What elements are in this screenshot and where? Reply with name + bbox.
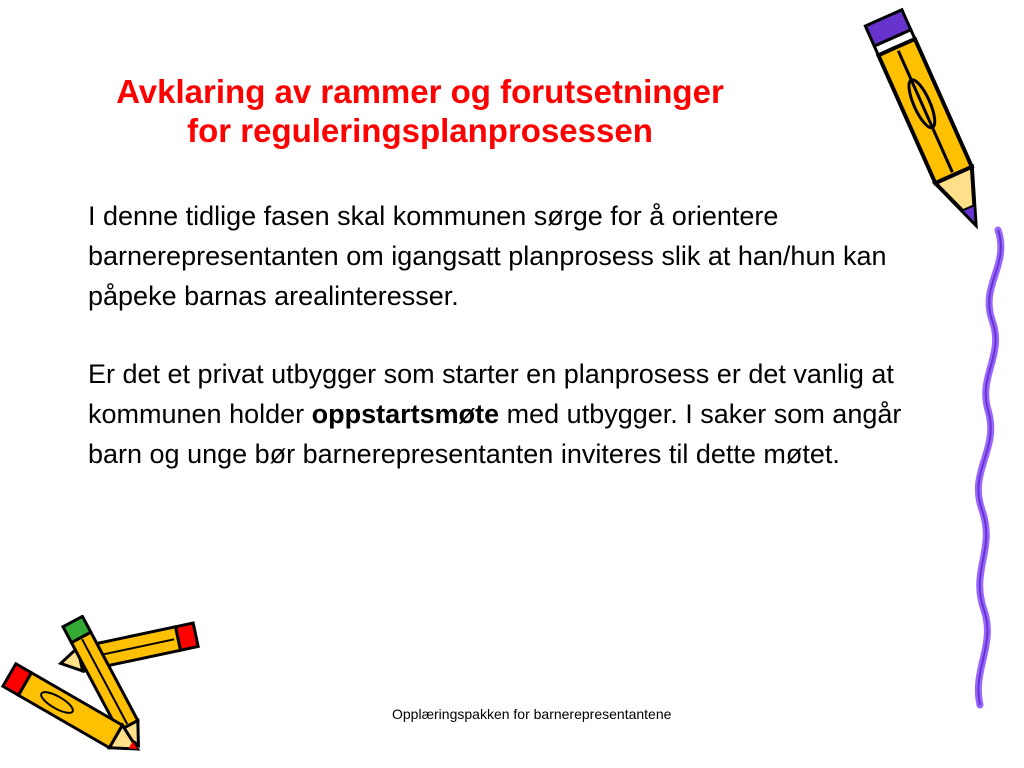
slide-title (60, 72, 780, 150)
slide-footer: Opplæringspakken for barnerepresentantene (392, 706, 672, 722)
slide-body (88, 196, 933, 512)
paragraph-2-start: Er det et privat utbygger som starter en planprosess er det vanlig at kommunen holder (88, 359, 894, 429)
paragraph-2-end: med utbygger. I saker som angår barn og unge bør barnerepresentanten inviteres til dette møtet. (88, 399, 902, 469)
pencils-bottom-left-icon (0, 615, 210, 765)
pencil-top-right-icon (855, 2, 1005, 247)
squiggle-line-right (950, 225, 1020, 725)
title-line-1: Avklaring av rammer og forutsetninger (116, 73, 724, 110)
paragraph-2-bold: oppstartsmøte (311, 399, 500, 429)
title-line-2: for reguleringsplanprosessen (187, 112, 653, 149)
paragraph-2 (88, 354, 933, 474)
paragraph-1: I denne tidlige fasen skal kommunen sørge for å orientere barnerepresentanten om igangsatt planprosess slik at han/hun kan påpeke barnas arealinteresser. (88, 201, 887, 311)
